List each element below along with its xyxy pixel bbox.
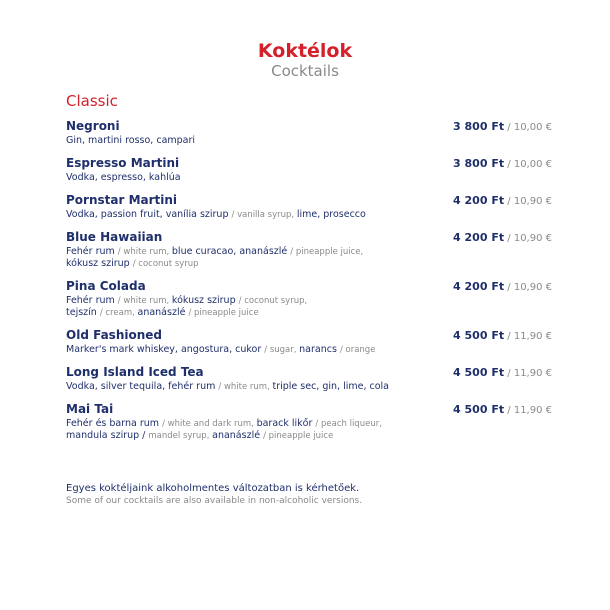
ingredient-text: ananászlé — [212, 430, 264, 441]
description-line — [66, 381, 426, 393]
menu-item-header — [66, 277, 552, 295]
english-gloss: / coconut syrup, — [238, 296, 308, 306]
description-line — [66, 172, 426, 184]
item-name: Pina Colada — [66, 279, 146, 293]
price-separator: / — [504, 331, 514, 342]
description-line — [66, 418, 426, 430]
item-description — [66, 295, 426, 319]
english-gloss: / vanilla syrup, — [231, 210, 297, 220]
item-name: Old Fashioned — [66, 328, 162, 342]
english-gloss: / coconut syrup — [132, 259, 199, 269]
ingredient-text: Vodka, passion fruit, vanília szirup — [66, 209, 232, 220]
english-gloss: / white rum, — [117, 247, 172, 257]
price-separator: / — [504, 159, 514, 170]
ingredient-text: lime, prosecco — [296, 209, 366, 220]
menu-item-header — [66, 400, 552, 418]
item-description — [66, 209, 426, 221]
ingredient-text: blue curacao, ananászlé — [171, 246, 291, 257]
english-gloss: / pineapple juice, — [290, 247, 364, 257]
footer-note — [66, 482, 546, 507]
item-description — [66, 344, 426, 356]
cocktail-list — [66, 117, 552, 449]
ingredient-text: barack likőr — [256, 418, 316, 429]
ingredient-text: Marker's mark whiskey, angostura, cukor — [66, 344, 265, 355]
description-line — [66, 307, 426, 319]
price-huf: 4 500 Ft — [453, 329, 505, 342]
price-eur: 10,90 € — [513, 282, 552, 293]
price-huf: 3 800 Ft — [453, 157, 505, 170]
item-price — [453, 363, 552, 381]
menu-item-header — [66, 191, 552, 209]
menu-item-header — [66, 154, 552, 172]
menu-item-header — [66, 326, 552, 344]
item-price — [453, 277, 552, 295]
item-price — [453, 400, 552, 418]
description-line — [66, 258, 426, 270]
price-eur: 10,00 € — [513, 159, 552, 170]
price-separator: / — [504, 233, 514, 244]
english-gloss: / pineapple juice — [263, 431, 334, 441]
price-eur: 10,90 € — [513, 196, 552, 207]
price-huf: 4 200 Ft — [453, 194, 505, 207]
ingredient-text: Fehér rum — [66, 246, 118, 257]
ingredient-text: Fehér rum — [66, 295, 118, 306]
item-name: Pornstar Martini — [66, 193, 178, 207]
ingredient-text: narancs — [299, 344, 340, 355]
price-eur: 10,00 € — [513, 122, 552, 133]
footer-note-en: Some of our cocktails are also available in non-alcoholic versions. — [66, 496, 363, 506]
english-gloss: / white rum, — [117, 296, 172, 306]
ingredient-text: tejszín — [66, 307, 100, 318]
menu-item-header — [66, 228, 552, 246]
ingredient-text: kókusz szirup — [171, 295, 239, 306]
menu-item — [66, 277, 552, 319]
menu-item — [66, 154, 552, 184]
item-name: Mai Tai — [66, 402, 114, 416]
price-eur: 10,90 € — [513, 233, 552, 244]
price-separator: / — [504, 282, 514, 293]
menu-item-header — [66, 363, 552, 381]
page-subtitle: Cocktails — [271, 62, 339, 80]
menu-item — [66, 326, 552, 356]
price-separator: / — [504, 368, 514, 379]
price-huf: 4 500 Ft — [453, 403, 505, 416]
item-description — [66, 172, 426, 184]
description-line — [66, 135, 426, 147]
menu-item — [66, 400, 552, 442]
price-huf: 4 200 Ft — [453, 231, 505, 244]
item-price — [453, 326, 552, 344]
description-line — [66, 430, 426, 442]
item-description — [66, 418, 426, 442]
item-price — [453, 117, 552, 135]
price-separator: / — [504, 405, 514, 416]
menu-item — [66, 228, 552, 270]
item-description — [66, 135, 426, 147]
item-price — [453, 228, 552, 246]
item-description — [66, 246, 426, 270]
price-huf: 4 200 Ft — [453, 280, 505, 293]
ingredient-text: Vodka, silver tequila, fehér rum — [66, 381, 219, 392]
item-name: Blue Hawaiian — [66, 230, 163, 244]
item-name: Long Island Iced Tea — [66, 365, 204, 379]
english-gloss: / white rum, — [218, 382, 273, 392]
description-line — [66, 344, 426, 356]
section-title: Classic — [66, 92, 118, 110]
menu-item — [66, 363, 552, 393]
english-gloss: mandel syrup, — [148, 431, 213, 441]
item-price — [453, 191, 552, 209]
ingredient-text: Fehér és barna rum — [66, 418, 163, 429]
price-separator: / — [504, 122, 514, 133]
menu-item — [66, 191, 552, 221]
item-price — [453, 154, 552, 172]
ingredient-text: triple sec, gin, lime, cola — [272, 381, 389, 392]
description-line — [66, 246, 426, 258]
english-gloss: / pineapple juice — [188, 308, 259, 318]
menu-item-header — [66, 117, 552, 135]
english-gloss: / white and dark rum, — [162, 419, 257, 429]
english-gloss: / cream, — [99, 308, 138, 318]
page-title: Koktélok — [257, 40, 353, 62]
item-name: Espresso Martini — [66, 156, 180, 170]
menu-header — [0, 40, 610, 80]
english-gloss: / sugar, — [264, 345, 300, 355]
description-line — [66, 209, 426, 221]
description-line — [66, 295, 426, 307]
price-eur: 11,90 € — [513, 368, 552, 379]
ingredient-text: kókusz szirup — [66, 258, 133, 269]
price-eur: 11,90 € — [513, 331, 552, 342]
ingredient-text: Vodka, espresso, kahlúa — [66, 172, 181, 183]
footer-note-hu: Egyes koktéljaink alkoholmentes változatban is kérhetőek. — [66, 483, 360, 494]
english-gloss: / orange — [339, 345, 376, 355]
item-name: Negroni — [66, 119, 120, 133]
ingredient-text: mandula szirup / — [66, 430, 149, 441]
price-separator: / — [504, 196, 514, 207]
price-eur: 11,90 € — [513, 405, 552, 416]
ingredient-text: ananászlé — [137, 307, 189, 318]
ingredient-text: Gin, martini rosso, campari — [66, 135, 196, 146]
price-huf: 4 500 Ft — [453, 366, 505, 379]
item-description — [66, 381, 426, 393]
english-gloss: / peach liqueur, — [315, 419, 382, 429]
price-huf: 3 800 Ft — [453, 120, 505, 133]
menu-item — [66, 117, 552, 147]
